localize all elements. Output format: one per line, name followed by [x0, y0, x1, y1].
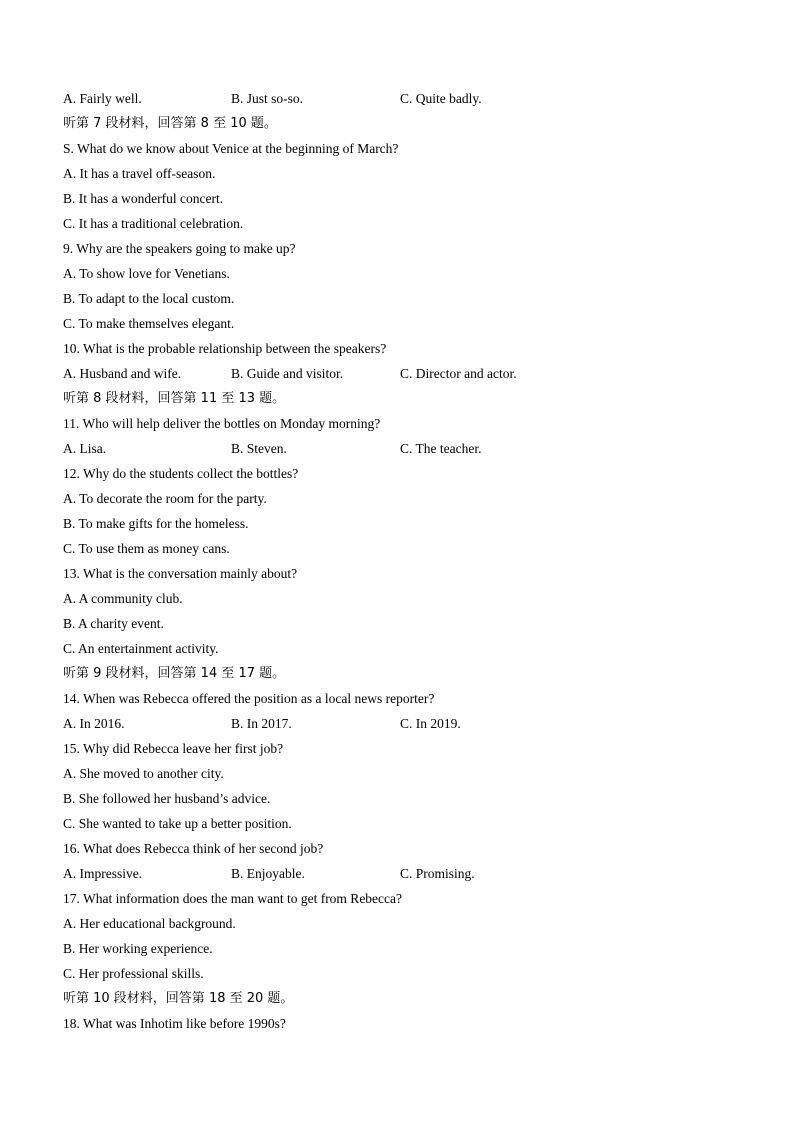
question-line: 14. When was Rebecca offered the position as a local news reporter?: [63, 691, 435, 706]
answer-option: A. In 2016.: [63, 716, 125, 731]
question-line: C. To make themselves elegant.: [63, 316, 235, 331]
answer-option: A. Lisa.: [63, 441, 107, 456]
question-line: 9. Why are the speakers going to make up?: [63, 241, 296, 256]
question-line: B. A charity event.: [63, 616, 164, 631]
option-row: [63, 364, 743, 389]
exam-page: [63, 89, 743, 1039]
question-line: A. Her educational background.: [63, 916, 236, 931]
question-line: B. To make gifts for the homeless.: [63, 516, 249, 531]
question-line: B. Her working experience.: [63, 941, 213, 956]
question-line: A. It has a travel off-season.: [63, 166, 216, 181]
question-line: C. She wanted to take up a better position.: [63, 816, 292, 831]
option-row: [63, 864, 743, 889]
question-line: 18. What was Inhotim like before 1990s?: [63, 1016, 286, 1031]
answer-option: B. Steven.: [231, 441, 287, 456]
question-line: C. It has a traditional celebration.: [63, 216, 244, 231]
answer-option: B. Enjoyable.: [231, 866, 305, 881]
answer-option: A. Fairly well.: [63, 91, 142, 106]
answer-option: C. Promising.: [400, 866, 475, 881]
answer-option: B. In 2017.: [231, 716, 292, 731]
answer-option: B. Just so-so.: [231, 91, 304, 106]
section-instruction: 听第 9 段材料，回答第 14 至 17 题。: [63, 666, 286, 681]
answer-option: A. Impressive.: [63, 866, 143, 881]
question-line: B. It has a wonderful concert.: [63, 191, 224, 206]
question-line: C. Her professional skills.: [63, 966, 204, 981]
question-line: A. She moved to another city.: [63, 766, 224, 781]
section-instruction: 听第 10 段材料，回答第 18 至 20 题。: [63, 991, 294, 1006]
question-line: 10. What is the probable relationship between the speakers?: [63, 341, 387, 356]
question-line: A. To decorate the room for the party.: [63, 491, 267, 506]
question-line: 16. What does Rebecca think of her second job?: [63, 841, 324, 856]
question-line: B. She followed her husband’s advice.: [63, 791, 271, 806]
question-line: C. An entertainment activity.: [63, 641, 219, 656]
question-line: 12. Why do the students collect the bottles?: [63, 466, 299, 481]
question-line: A. To show love for Venetians.: [63, 266, 230, 281]
section-instruction: 听第 7 段材料，回答第 8 至 10 题。: [63, 116, 277, 131]
question-line: 15. Why did Rebecca leave her first job?: [63, 741, 284, 756]
question-line: A. A community club.: [63, 591, 183, 606]
option-row: [63, 439, 743, 464]
question-line: 13. What is the conversation mainly about?: [63, 566, 298, 581]
section-instruction: 听第 8 段材料，回答第 11 至 13 题。: [63, 391, 286, 406]
question-line: 11. Who will help deliver the bottles on Monday morning?: [63, 416, 381, 431]
option-row: [63, 89, 743, 114]
answer-option: C. Director and actor.: [400, 366, 517, 381]
answer-option: B. Guide and visitor.: [231, 366, 344, 381]
answer-option: C. The teacher.: [400, 441, 482, 456]
question-line: S. What do we know about Venice at the beginning of March?: [63, 141, 399, 156]
question-line: 17. What information does the man want to get from Rebecca?: [63, 891, 403, 906]
question-line: B. To adapt to the local custom.: [63, 291, 235, 306]
question-line: C. To use them as money cans.: [63, 541, 230, 556]
answer-option: A. Husband and wife.: [63, 366, 182, 381]
answer-option: C. Quite badly.: [400, 91, 482, 106]
option-row: [63, 714, 743, 739]
answer-option: C. In 2019.: [400, 716, 461, 731]
